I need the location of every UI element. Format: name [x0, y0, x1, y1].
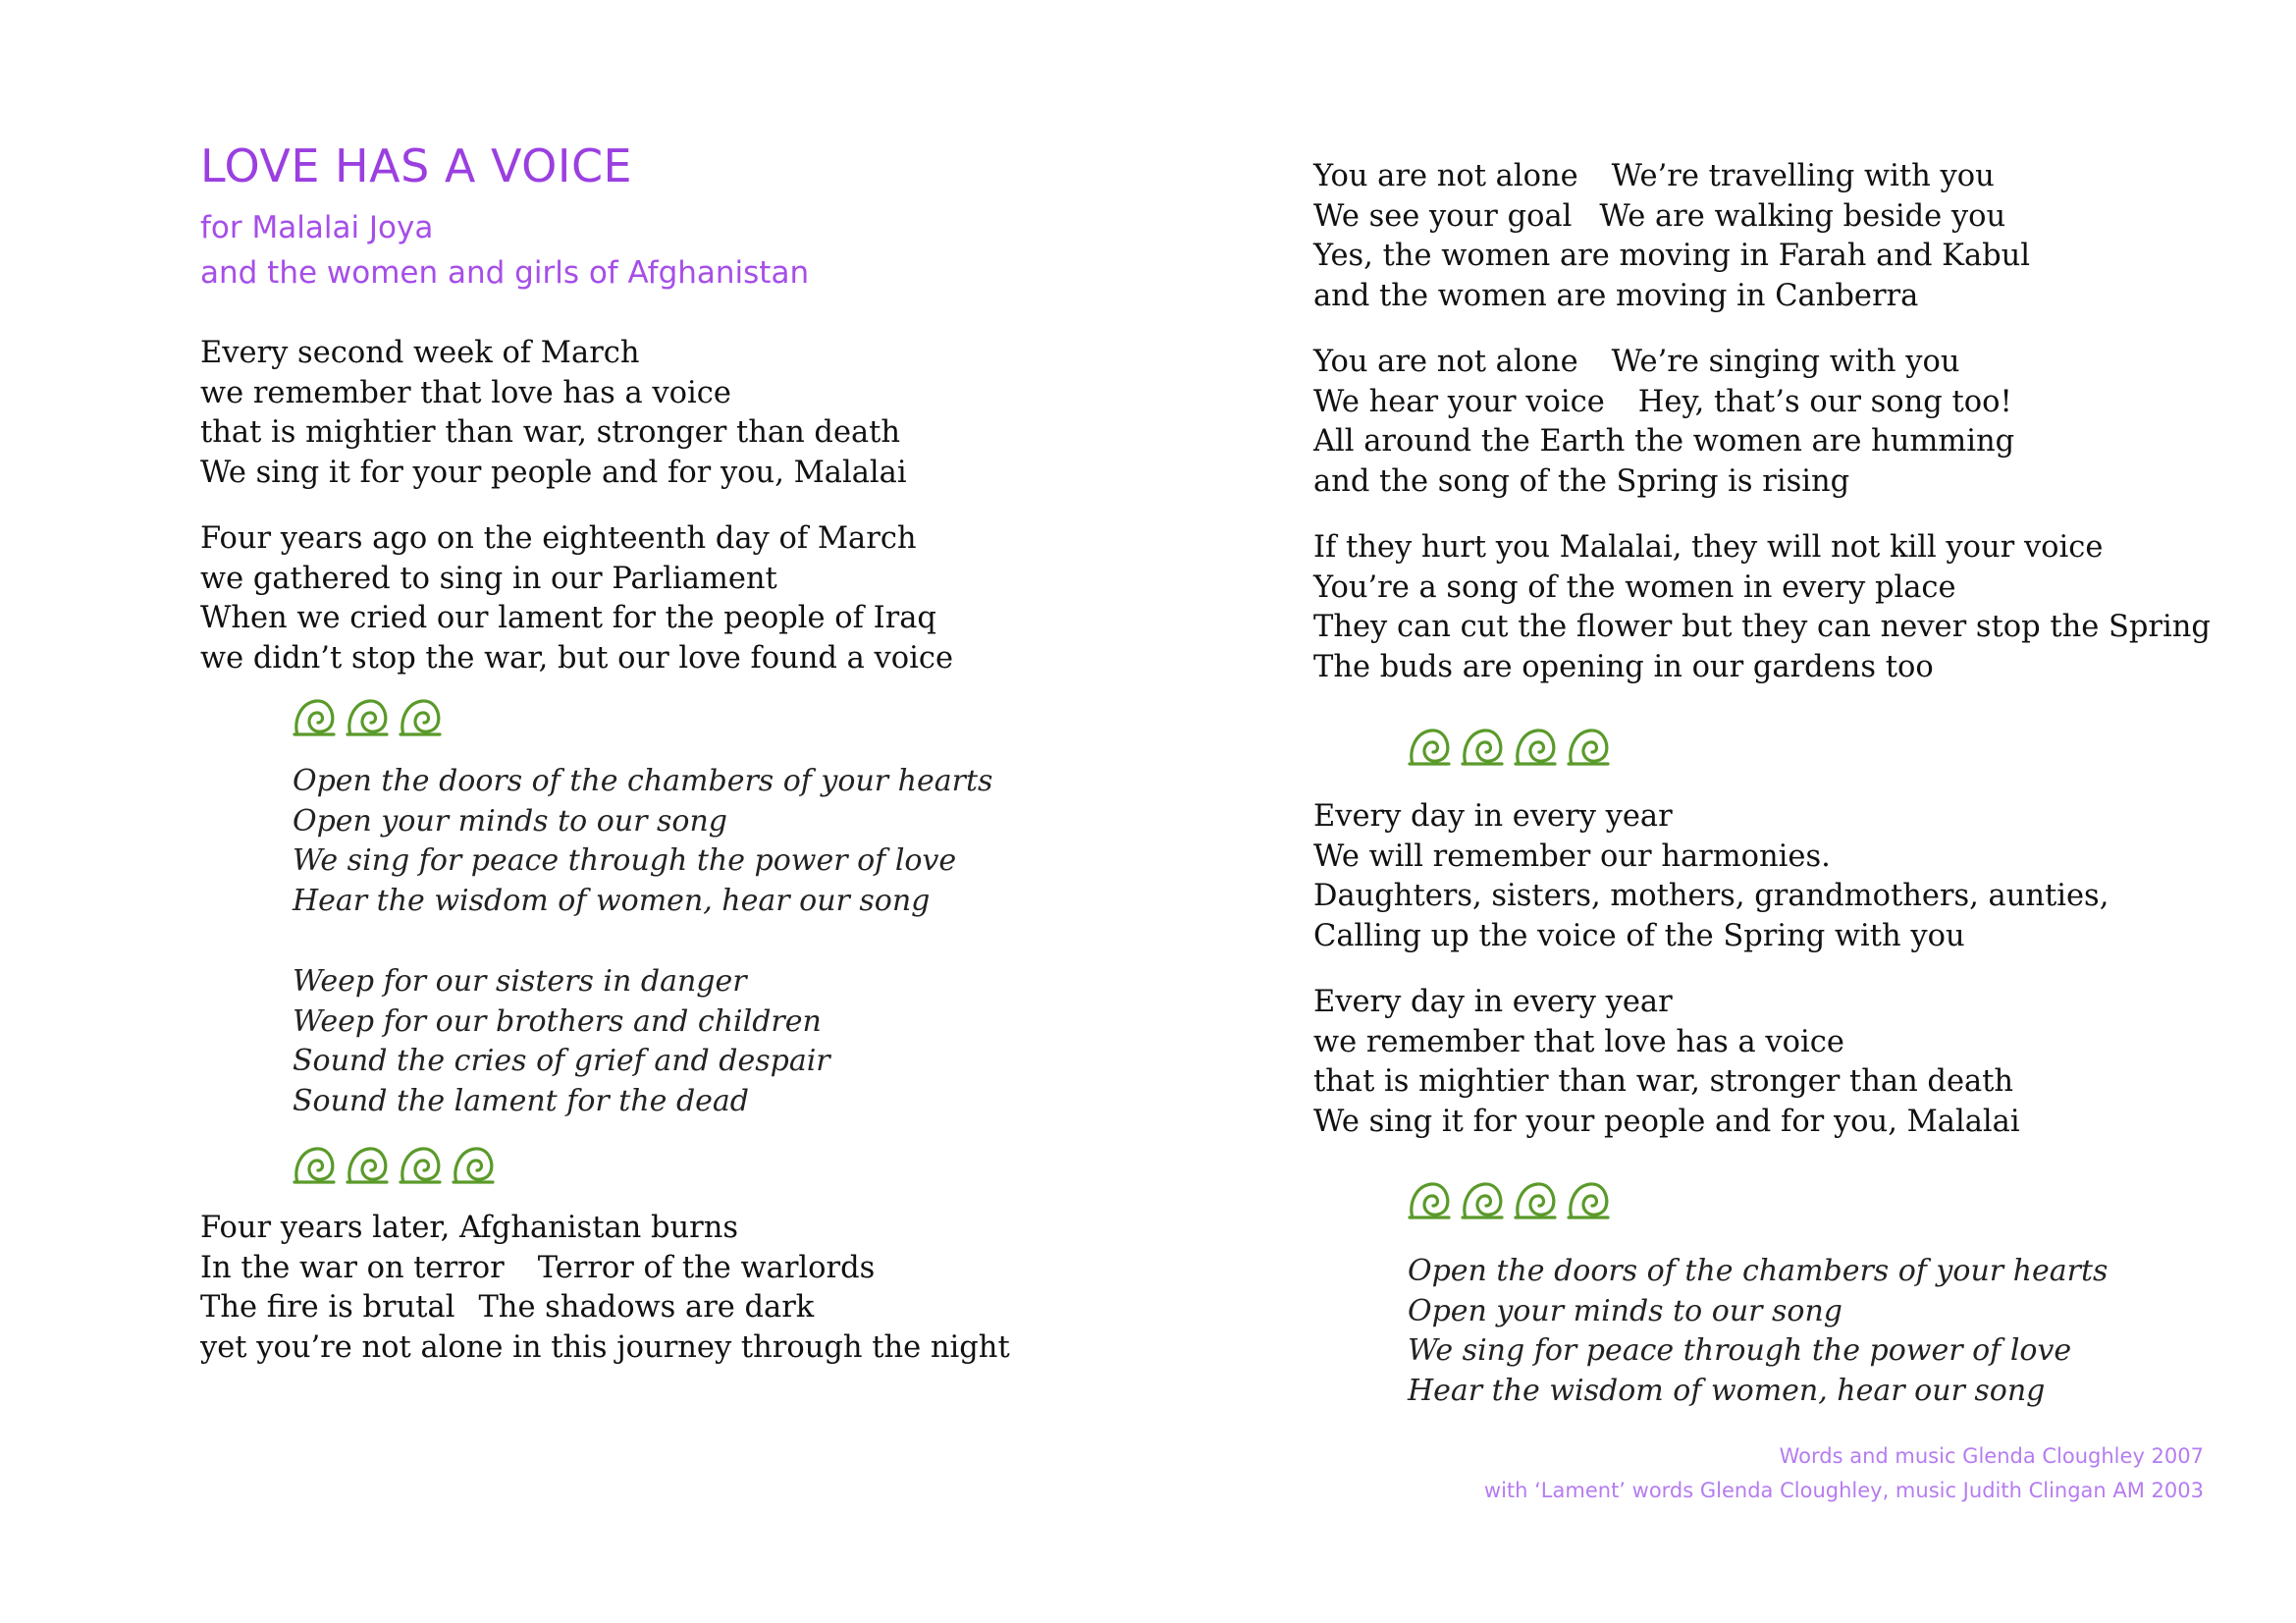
- green-spiral-icon: [1512, 723, 1559, 770]
- verse-line: Hear the wisdom of women, hear our song: [293, 883, 931, 918]
- green-spiral-icon: [397, 693, 444, 740]
- verse-line: [1313, 157, 2030, 197]
- phrase: The fire is brutal: [200, 1290, 455, 1325]
- verse-line: Open the doors of the chambers of your hearts: [293, 764, 993, 798]
- verse-line: Weep for our brothers and children: [293, 1003, 822, 1039]
- green-spiral-icon: [291, 693, 338, 740]
- verse-line: All around the Earth the women are humming: [1313, 424, 2015, 460]
- lament-3: [1408, 1252, 2108, 1411]
- verse-line: We sing it for your people and for you, Malalai: [1313, 1104, 2020, 1139]
- stanza-4: [1313, 157, 2030, 316]
- phrase: Hey, that’s our song too!: [1637, 384, 2012, 419]
- verse-line: [1313, 343, 2014, 383]
- verse-line: The buds are opening in our gardens too: [1313, 649, 1934, 684]
- ornament-divider: [1406, 1176, 1612, 1223]
- verse-line: Weep for our sisters in danger: [293, 964, 747, 999]
- verse-line: and the song of the Spring is rising: [1313, 463, 1850, 499]
- stanza-2: [200, 519, 953, 678]
- verse-line: Open your minds to our song: [293, 803, 728, 839]
- verse-line: we didn’t stop the war, but our love found a voice: [200, 640, 953, 676]
- verse-line: we remember that love has a voice: [200, 375, 731, 410]
- green-spiral-icon: [344, 693, 391, 740]
- phrase: We are walking beside you: [1599, 198, 2006, 234]
- verse-line: You’re a song of the women in every place: [1313, 569, 1956, 605]
- dedication-line-2: and the women and girls of Afghanistan: [200, 255, 810, 291]
- stanza-8: [1313, 983, 2020, 1142]
- verse-line: [1313, 383, 2014, 423]
- phrase: We see your goal: [1313, 198, 1573, 234]
- ornament-divider: [291, 693, 444, 740]
- ornament-divider: [291, 1141, 497, 1188]
- stanza-3: [200, 1209, 1010, 1368]
- lament-2: [293, 962, 830, 1121]
- verse-line: Open the doors of the chambers of your hearts: [1408, 1254, 2109, 1288]
- verse-line: We sing for peace through the power of love: [1408, 1333, 2072, 1369]
- green-spiral-icon: [1459, 723, 1506, 770]
- verse-line: Daughters, sisters, mothers, grandmothers, aunties,: [1313, 879, 2109, 914]
- green-spiral-icon: [1512, 1176, 1559, 1223]
- credit-line-2: with ‘Lament’ words Glenda Cloughley, music Judith Clingan AM 2003: [1483, 1479, 2204, 1502]
- verse-line: Hear the wisdom of women, hear our song: [1408, 1373, 2046, 1408]
- verse-line: We sing for peace through the power of love: [293, 843, 957, 879]
- phrase: We’re singing with you: [1611, 345, 1960, 379]
- verse-line: If they hurt you Malalai, they will not kill your voice: [1313, 530, 2104, 565]
- verse-line: Every day in every year: [1313, 985, 1673, 1019]
- green-spiral-icon: [397, 1141, 444, 1188]
- green-spiral-icon: [450, 1141, 497, 1188]
- verse-line: Four years later, Afghanistan burns: [200, 1211, 739, 1245]
- phrase: You are not alone: [1313, 345, 1578, 379]
- stanza-7: [1313, 797, 2109, 956]
- stanza-6: [1313, 528, 2211, 687]
- verse-line: Sound the lament for the dead: [293, 1083, 750, 1118]
- green-spiral-icon: [1565, 723, 1612, 770]
- stanza-1: [200, 334, 907, 493]
- verse-line: we gathered to sing in our Parliament: [200, 561, 777, 596]
- verse-line: When we cried our lament for the people of Iraq: [200, 601, 936, 636]
- verse-line: They can cut the flower but they can never stop the Spring: [1313, 610, 2211, 645]
- verse-line: We will remember our harmonies.: [1313, 839, 1831, 874]
- green-spiral-icon: [1459, 1176, 1506, 1223]
- green-spiral-icon: [1565, 1176, 1612, 1223]
- green-spiral-icon: [344, 1141, 391, 1188]
- verse-line: Calling up the voice of the Spring with you: [1313, 918, 1965, 953]
- green-spiral-icon: [1406, 723, 1453, 770]
- page-title: LOVE HAS A VOICE: [200, 139, 633, 192]
- phrase: The shadows are dark: [478, 1290, 815, 1325]
- phrase: In the war on terror: [200, 1250, 505, 1285]
- verse-line: [200, 1249, 1010, 1289]
- verse-line: Four years ago on the eighteenth day of March: [200, 521, 917, 556]
- verse-line: [200, 1288, 1010, 1328]
- credit-line-1: Words and music Glenda Cloughley 2007: [1779, 1444, 2204, 1468]
- dedication-line-1: for Malalai Joya: [200, 210, 434, 245]
- green-spiral-icon: [1406, 1176, 1453, 1223]
- verse-line: Open your minds to our song: [1408, 1293, 1843, 1328]
- verse-line: Every day in every year: [1313, 799, 1673, 834]
- phrase: We hear your voice: [1313, 384, 1605, 419]
- verse-line: and the women are moving in Canberra: [1313, 278, 1919, 313]
- phrase: We’re travelling with you: [1611, 159, 1995, 193]
- verse-line: that is mightier than war, stronger than death: [1313, 1064, 2014, 1100]
- lament-1: [293, 762, 992, 921]
- phrase: You are not alone: [1313, 159, 1578, 193]
- verse-line: Every second week of March: [200, 336, 640, 370]
- phrase: Terror of the warlords: [537, 1250, 876, 1285]
- verse-line: [1313, 197, 2030, 238]
- ornament-divider: [1406, 723, 1612, 770]
- verse-line: that is mightier than war, stronger than death: [200, 415, 901, 451]
- verse-line: Sound the cries of grief and despair: [293, 1044, 830, 1079]
- stanza-5: [1313, 343, 2014, 502]
- verse-line: yet you’re not alone in this journey through the night: [200, 1329, 1010, 1365]
- verse-line: We sing it for your people and for you, Malalai: [200, 455, 907, 490]
- verse-line: we remember that love has a voice: [1313, 1024, 1844, 1059]
- green-spiral-icon: [291, 1141, 338, 1188]
- verse-line: Yes, the women are moving in Farah and Kabul: [1313, 239, 2031, 274]
